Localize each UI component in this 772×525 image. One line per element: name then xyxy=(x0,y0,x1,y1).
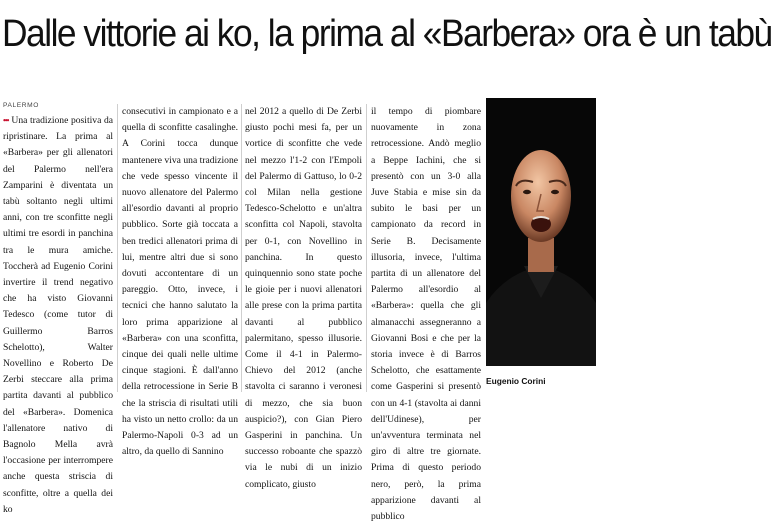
column-1-text xyxy=(3,113,113,518)
article-column-4 xyxy=(371,104,481,523)
photo-caption: Eugenio Corini xyxy=(486,376,546,386)
column-divider xyxy=(366,104,367,392)
column-2-body: consecutivi in campionato e a quella di sconfitte casalinghe. A Corini tocca dunque mantenere viva una tradizione che vede spesso vincente il nuovo allenatore del Palermo all'esordio davanti al proprio pubblico. Sorte già toccata a ben tredici allenatori prima di lui, mentre altri due si sono dovuti accontentare di un pareggio. Otto, invece, i tecnici che hanno salutato la loro prima apparizione al «Barbera» con una sconfitta, cinque dei quali nelle ultime cinque stagioni. È dall'anno della retrocessione in Serie B che la striscia di risultati utili ha visto un netto crollo: da un Palermo-Napoli 0-3 ad un altro, da quello di Sannino xyxy=(122,106,238,458)
column-divider xyxy=(117,104,118,392)
coach-portrait-illustration xyxy=(486,98,596,366)
bullet-icon: ••• xyxy=(3,116,9,125)
article-column-1 xyxy=(3,101,113,515)
column-1-body: Una tradizione positiva da ripristinare. La prima al «Barbera» per gli allenatori del Palermo nell'era Zamparini è diventata un tabù soltanto negli ultimi anni, con tre sconfitte negli ultimi tre esordi in panchina tra le mura amiche. Toccherà ad Eugenio Corini invertire il trend negativo che ha visto Giovanni Tedesco (come tutor di Guillermo Barros Schelotto), Walter Novellino e Roberto De Zerbi steccare alla prima partita davanti al pubblico del «Barbera». Domenica l'allenatore nativo di Bagnolo Mella avrà l'occasione per interrompere anche questa striscia di sconfitte, oltre a quella dei ko xyxy=(3,115,113,515)
column-4-body: il tempo di piombare nuovamente in zona retrocessione. Andò meglio a Beppe Iachini, che si presentò con un 3-0 alla Juve Stabia e mise sin da subito le basi per un campionato da record in Serie B. Decisamente illusoria, invece, l'ultima partita di un allenatore del Palermo all'esordio al «Barbera»: quella che gli almanacchi assegneranno a Giovanni Bosi e che per la storia invece è di Barros Schelotto, che esattamente come Gasperini si presentò con un 4-1 (stavolta ai danni dell'Udinese), per un'avventura terminata nel giro di altre tre giornate. Prima di questo periodo nero, però, la prima apparizione davanti al pubblico xyxy=(371,106,481,523)
coach-photo xyxy=(486,98,596,366)
column-divider xyxy=(241,104,242,392)
article-column-3 xyxy=(245,104,362,490)
article-column-2 xyxy=(122,104,238,458)
column-3-body: nel 2012 a quello di De Zerbi giusto pochi mesi fa, per un vortice di sconfitte che vede nel mezzo l'1-2 con l'Empoli del Palermo di Gattuso, lo 0-2 col Milan nella gestione Tedesco-Schelotto e un'altra sconfitta col Napoli, stavolta per 0-1, con Novellino in panchina. In questo quinquennio sono state poche le gioie per i nuovi allenatori alle prese con la prima partita davanti al pubblico palermitano, spesso illusorie. Come il 4-1 in Palermo-Chievo del 2012 (anche stavolta ci saranno i veronesi di mezzo, che sia buon auspicio?), con Gian Piero Gasperini in panchina. Un successo roboante che spazzò via le nubi di un inizio complicato, giusto xyxy=(245,106,362,490)
section-kicker: PALERMO xyxy=(3,102,39,109)
headline: Dalle vittorie ai ko, la prima al «Barbera» ora è un tabù xyxy=(2,13,772,55)
